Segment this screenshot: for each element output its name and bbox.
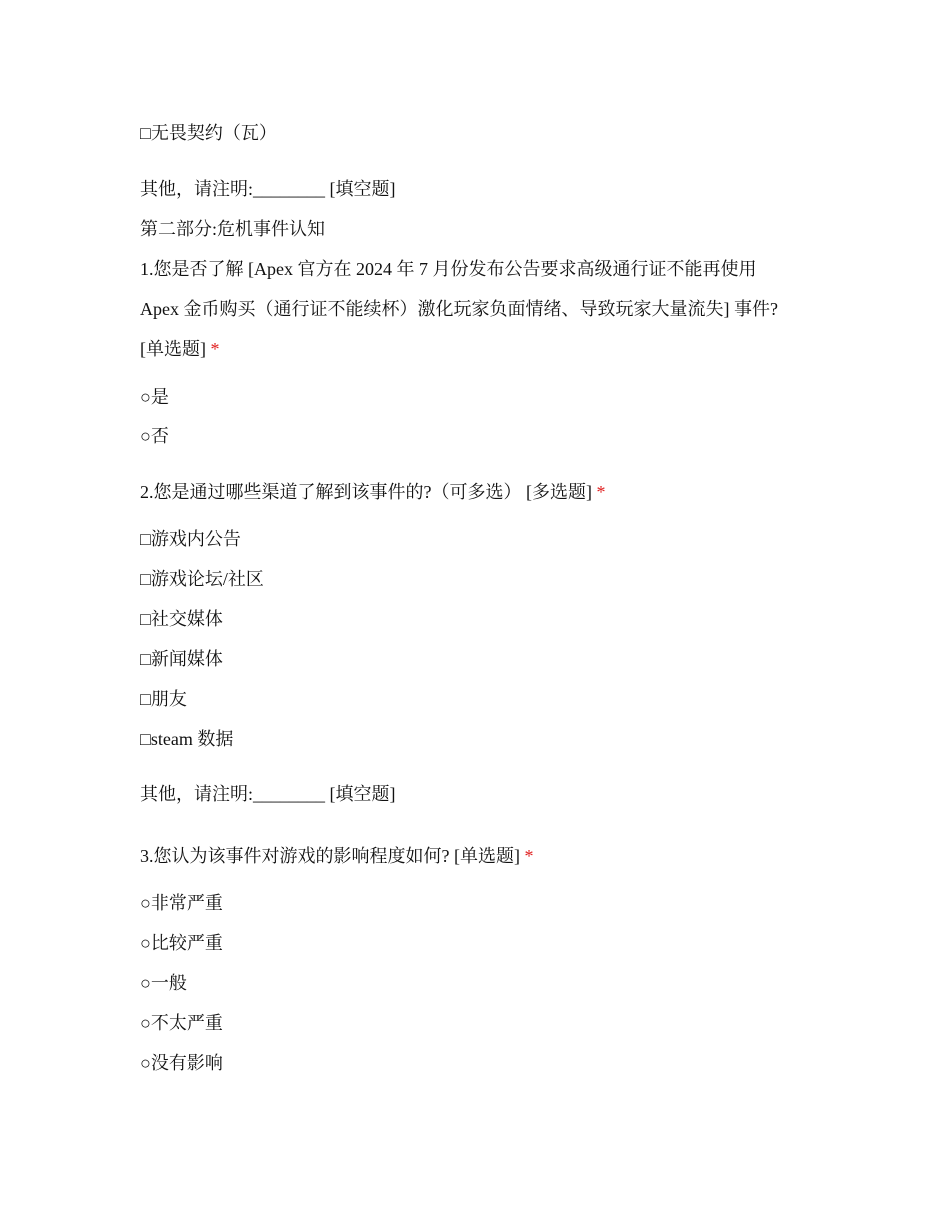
q1-text-line3 xyxy=(140,338,220,360)
option-label: 比较严重 xyxy=(150,933,223,953)
q2-option-5[interactable] xyxy=(140,688,187,710)
q2-question: 2.您是通过哪些渠道了解到该事件的?（可多选） [多选题] xyxy=(140,482,592,502)
option-label: 无畏契约（瓦） xyxy=(150,123,277,143)
checkbox-icon[interactable]: □ xyxy=(140,609,151,629)
q1-text-line2: Apex 金币购买（通行证不能续杯）激化玩家负面情绪、导致玩家大量流失] 事件? xyxy=(140,299,778,319)
option-label: 朋友 xyxy=(150,689,187,709)
option-label: 是 xyxy=(150,387,169,407)
q3-option-3[interactable] xyxy=(140,972,187,994)
q3-option-5[interactable] xyxy=(140,1052,223,1074)
q2-text xyxy=(140,481,605,503)
radio-icon[interactable]: ○ xyxy=(140,893,151,913)
option-label: steam 数据 xyxy=(150,729,234,749)
radio-icon[interactable]: ○ xyxy=(140,1053,151,1073)
q2-option-1[interactable] xyxy=(140,528,241,550)
q3-option-4[interactable] xyxy=(140,1012,223,1034)
option-label: 游戏论坛/社区 xyxy=(150,569,264,589)
checkbox-icon[interactable]: □ xyxy=(140,123,151,143)
q1-option-yes[interactable] xyxy=(140,386,169,408)
checkbox-icon[interactable]: □ xyxy=(140,689,151,709)
other-fill-blank-1[interactable]: 其他，请注明:________ [填空题] xyxy=(140,179,396,199)
radio-icon[interactable]: ○ xyxy=(140,1013,151,1033)
q1-type-label: [单选题] xyxy=(140,339,206,359)
option-label: 一般 xyxy=(150,973,187,993)
other-fill-blank-2[interactable]: 其他，请注明:________ [填空题] xyxy=(140,784,396,804)
q2-option-6[interactable] xyxy=(140,728,233,750)
q3-text xyxy=(140,845,533,867)
option-label: 新闻媒体 xyxy=(150,649,223,669)
q3-option-1[interactable] xyxy=(140,892,223,914)
required-asterisk: * xyxy=(524,846,534,866)
option-label: 否 xyxy=(150,426,169,446)
radio-icon[interactable]: ○ xyxy=(140,973,151,993)
checkbox-icon[interactable]: □ xyxy=(140,529,151,549)
option-valorant[interactable] xyxy=(140,122,277,144)
checkbox-icon[interactable]: □ xyxy=(140,649,151,669)
radio-icon[interactable]: ○ xyxy=(140,933,151,953)
radio-icon[interactable]: ○ xyxy=(140,426,151,446)
checkbox-icon[interactable]: □ xyxy=(140,729,151,749)
q1-option-no[interactable] xyxy=(140,425,169,447)
option-label: 没有影响 xyxy=(150,1053,223,1073)
required-asterisk: * xyxy=(596,482,606,502)
option-label: 社交媒体 xyxy=(150,609,223,629)
q2-option-3[interactable] xyxy=(140,608,223,630)
option-label: 不太严重 xyxy=(150,1013,223,1033)
required-asterisk: * xyxy=(210,339,220,359)
q1-text-line1: 1.您是否了解 [Apex 官方在 2024 年 7 月份发布公告要求高级通行证不能再使用 xyxy=(140,259,757,279)
option-label: 非常严重 xyxy=(150,893,223,913)
radio-icon[interactable]: ○ xyxy=(140,387,151,407)
option-label: 游戏内公告 xyxy=(150,529,241,549)
checkbox-icon[interactable]: □ xyxy=(140,569,151,589)
q2-option-4[interactable] xyxy=(140,648,223,670)
section-title: 第二部分:危机事件认知 xyxy=(140,219,325,239)
q3-option-2[interactable] xyxy=(140,932,223,954)
q2-option-2[interactable] xyxy=(140,568,264,590)
q3-question: 3.您认为该事件对游戏的影响程度如何? [单选题] xyxy=(140,846,520,866)
